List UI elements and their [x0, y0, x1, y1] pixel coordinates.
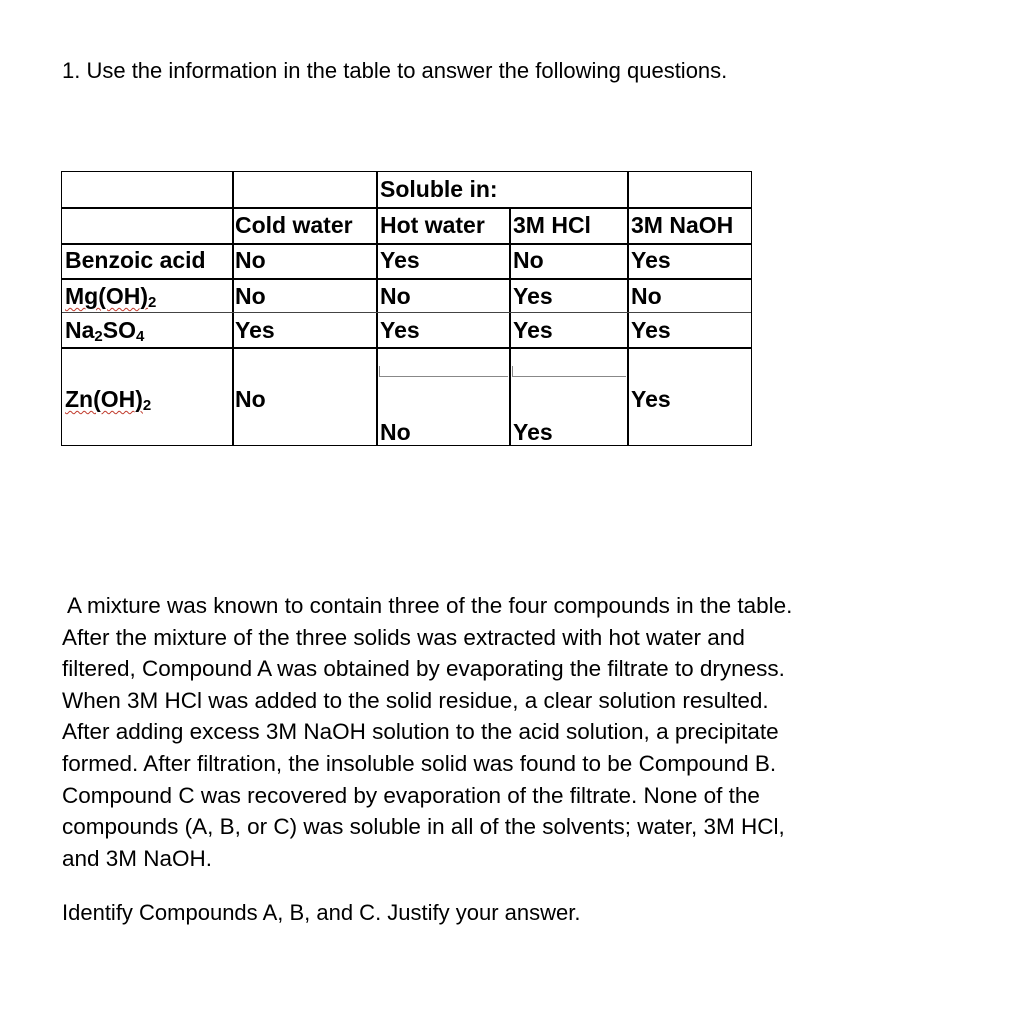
header-naoh: 3M NaOH [631, 212, 734, 238]
cell-value: No [513, 247, 544, 273]
paragraph-line: A mixture was known to contain three of the four compounds in the table. [67, 593, 793, 618]
row-compound-magnesium-hydroxide [65, 285, 156, 310]
table-divider [62, 278, 751, 280]
paragraph-line: When 3M HCl was added to the solid residue, a clear solution resulted. [62, 687, 769, 713]
question-heading: 1. Use the information in the table to answer the following questions. [62, 58, 728, 83]
cell-value: Yes [513, 283, 553, 309]
cell-value: No [235, 283, 266, 309]
formula-subscript: 4 [135, 328, 145, 345]
cell-border-remnant [379, 366, 508, 377]
cell-value: Yes [631, 317, 671, 343]
instruction-text: Identify Compounds A, B, and C. Justify your answer. [62, 900, 581, 925]
paragraph-line: After adding excess 3M NaOH solution to the acid solution, a precipitate [62, 719, 779, 745]
row-compound-zinc-hydroxide [65, 388, 151, 413]
compound-formula: Zn(OH) [65, 386, 143, 412]
compound-formula: Mg(OH) [65, 283, 149, 309]
cell-border-remnant [512, 366, 626, 377]
cell-value: No [235, 386, 266, 412]
header-cold-water: Cold water [235, 212, 353, 238]
header-hot-water: Hot water [380, 212, 485, 238]
paragraph-line: formed. After filtration, the insoluble solid was found to be Compound B. [62, 750, 777, 776]
cell-value: Yes [631, 247, 671, 273]
paragraph-line: filtered, Compound A was obtained by evaporating the filtrate to dryness. [62, 656, 785, 682]
table-divider [62, 347, 751, 349]
table-divider [376, 172, 378, 445]
formula-subscript: 2 [142, 397, 152, 414]
problem-paragraph [62, 590, 982, 874]
paragraph-line: Compound C was recovered by evaporation of the filtrate. None of the [62, 782, 760, 808]
cell-value: No [380, 283, 411, 309]
cell-value: No [235, 247, 266, 273]
table-divider [62, 207, 751, 209]
cell-value: Yes [513, 317, 553, 343]
formula-subscript: 2 [94, 328, 103, 345]
paragraph-line: compounds (A, B, or C) was soluble in all of the solvents; water, 3M HCl, [62, 814, 785, 840]
cell-value: Yes [235, 317, 275, 343]
compound-formula: SO [102, 317, 136, 343]
solubility-table [61, 171, 752, 446]
formula-subscript: 2 [148, 294, 157, 311]
table-divider [62, 243, 751, 245]
cell-value: Yes [380, 317, 420, 343]
header-hcl: 3M HCl [513, 212, 591, 238]
cell-value: Yes [380, 247, 420, 273]
table-divider [627, 172, 629, 445]
paragraph-line: and 3M NaOH. [62, 845, 213, 871]
table-divider [232, 172, 234, 445]
paragraph-line: After the mixture of the three solids was extracted with hot water and [62, 624, 745, 650]
cell-value: Yes [513, 419, 553, 445]
row-compound-sodium-sulfate [65, 319, 144, 344]
cell-value: Yes [631, 386, 671, 412]
soluble-in-header: Soluble in: [380, 176, 498, 202]
table-divider [62, 312, 751, 313]
cell-value: No [631, 283, 662, 309]
compound-formula: Na [65, 317, 95, 343]
row-compound-benzoic-acid: Benzoic acid [65, 247, 206, 273]
cell-value: No [380, 419, 411, 445]
